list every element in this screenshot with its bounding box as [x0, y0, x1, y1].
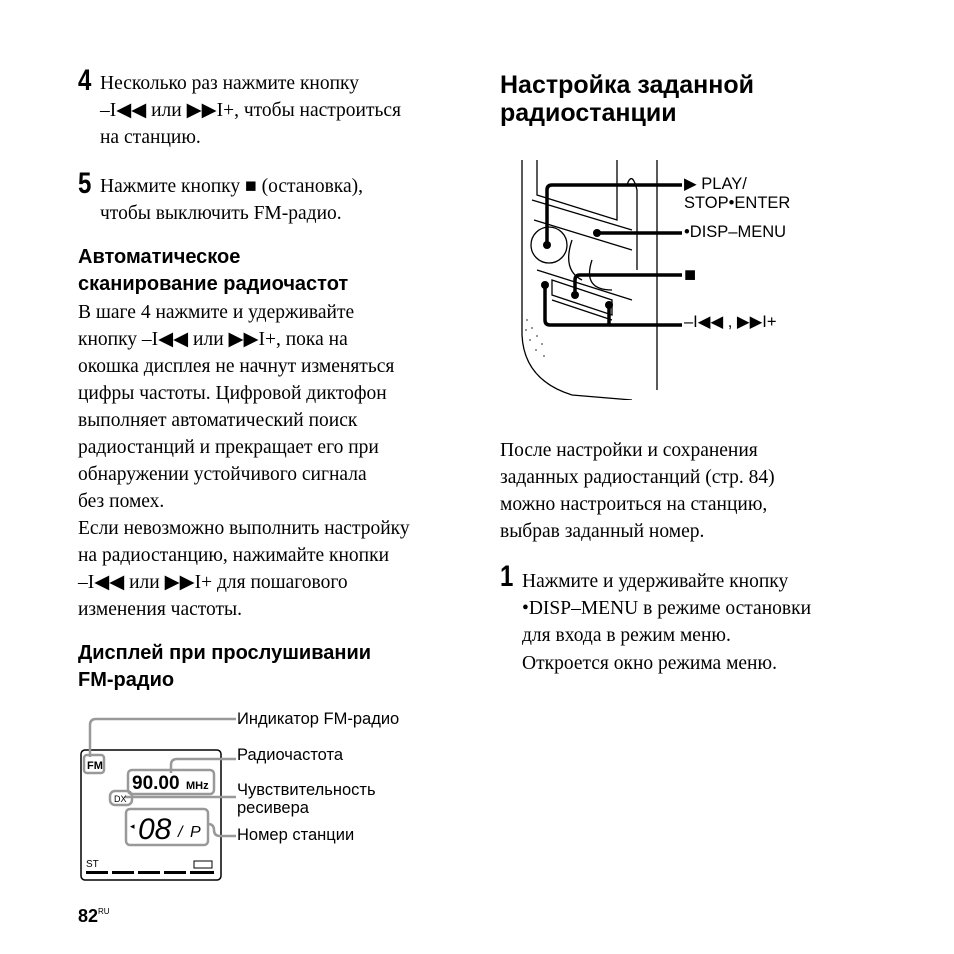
page-heading: радиостанции	[500, 99, 677, 127]
stereo-indicator: ST	[86, 859, 99, 870]
text-line: –I◀◀ или ▶▶I+ для пошагового	[78, 572, 348, 593]
leader-line	[208, 824, 236, 836]
text-line: цифры частоты. Цифровой диктофон	[78, 383, 387, 404]
step-text: Несколько раз нажмите кнопку	[100, 73, 360, 94]
step-text: •DISP–MENU в режиме остановки	[522, 598, 812, 619]
step-text: на станцию.	[100, 127, 201, 148]
label-skip-buttons: –I◀◀ , ▶▶I+	[684, 313, 777, 331]
text-line: выбрав заданный номер.	[500, 521, 705, 542]
label-sensitivity: Чувствительность	[237, 781, 376, 799]
level-bars	[86, 871, 214, 874]
section-heading: Автоматическое	[78, 246, 241, 268]
label-play-button: ▶ PLAY/	[684, 175, 747, 193]
text-line: выполняет автоматический поиск	[78, 410, 358, 431]
text-line: После настройки и сохранения	[500, 440, 758, 461]
text-line: Если невозможно выполнить настройку	[78, 518, 410, 539]
text-line: окошка дисплея не начнут изменяться	[78, 356, 395, 377]
slash: /	[178, 824, 183, 841]
text-line: радиостанций и прекращает его при	[78, 437, 379, 458]
battery-icon	[194, 861, 212, 868]
label-frequency: Радиочастота	[237, 746, 344, 764]
step-text: Нажмите кнопку ■ (остановка),	[100, 176, 364, 197]
label-stop-enter: STOP•ENTER	[684, 194, 791, 212]
step-number: 1	[500, 560, 514, 593]
label-fm-indicator: Индикатор FM-радио	[237, 710, 400, 728]
section-heading: FM-радио	[78, 669, 175, 691]
left-arrow-icon: ◂	[130, 821, 135, 831]
step-text: Откроется окно режима меню.	[522, 653, 777, 674]
text-line: кнопку –I◀◀ или ▶▶I+, пока на	[78, 329, 348, 350]
page-number-value: 82	[78, 906, 99, 926]
step-number: 5	[78, 167, 92, 200]
text-line: изменения частоты.	[78, 599, 243, 620]
speaker-grille	[525, 319, 545, 357]
step-text: для входа в режим меню.	[522, 625, 731, 646]
frequency-unit: MHz	[186, 780, 209, 792]
dx-indicator: DX	[114, 794, 127, 804]
step-text: чтобы выключить FM-радио.	[100, 203, 342, 224]
step-number: 4	[78, 64, 92, 97]
text-line: на радиостанцию, нажимайте кнопки	[78, 545, 390, 566]
preset-number: 08	[138, 813, 172, 846]
fm-indicator: FM	[87, 760, 103, 772]
recorder-device-illustration	[512, 160, 692, 400]
page-heading: Настройка заданной	[500, 71, 754, 99]
section-heading: Дисплей при прослушивании	[78, 642, 372, 664]
step-text: –I◀◀ или ▶▶I+, чтобы настроиться	[100, 100, 402, 121]
label-station-number: Номер станции	[237, 826, 355, 844]
frequency-value: 90.00	[132, 773, 180, 794]
text-line: без помех.	[78, 491, 165, 512]
label-disp-menu: •DISP–MENU	[684, 223, 787, 241]
text-line: заданных радиостанций (стр. 84)	[500, 467, 775, 488]
label-sensitivity-2: ресивера	[237, 799, 309, 817]
section-heading: сканирование радиочастот	[78, 273, 349, 295]
label-stop-button: ■	[684, 264, 697, 286]
language-code: RU	[98, 907, 110, 916]
text-line: можно настроиться на станцию,	[500, 494, 768, 515]
preset-p: P	[190, 824, 201, 841]
step-text: Нажмите и удерживайте кнопку	[522, 571, 789, 592]
text-line: В шаге 4 нажмите и удерживайте	[78, 302, 355, 323]
leader-line	[90, 719, 236, 757]
text-line: обнаружении устойчивого сигнала	[78, 464, 367, 485]
page-number	[78, 906, 110, 927]
